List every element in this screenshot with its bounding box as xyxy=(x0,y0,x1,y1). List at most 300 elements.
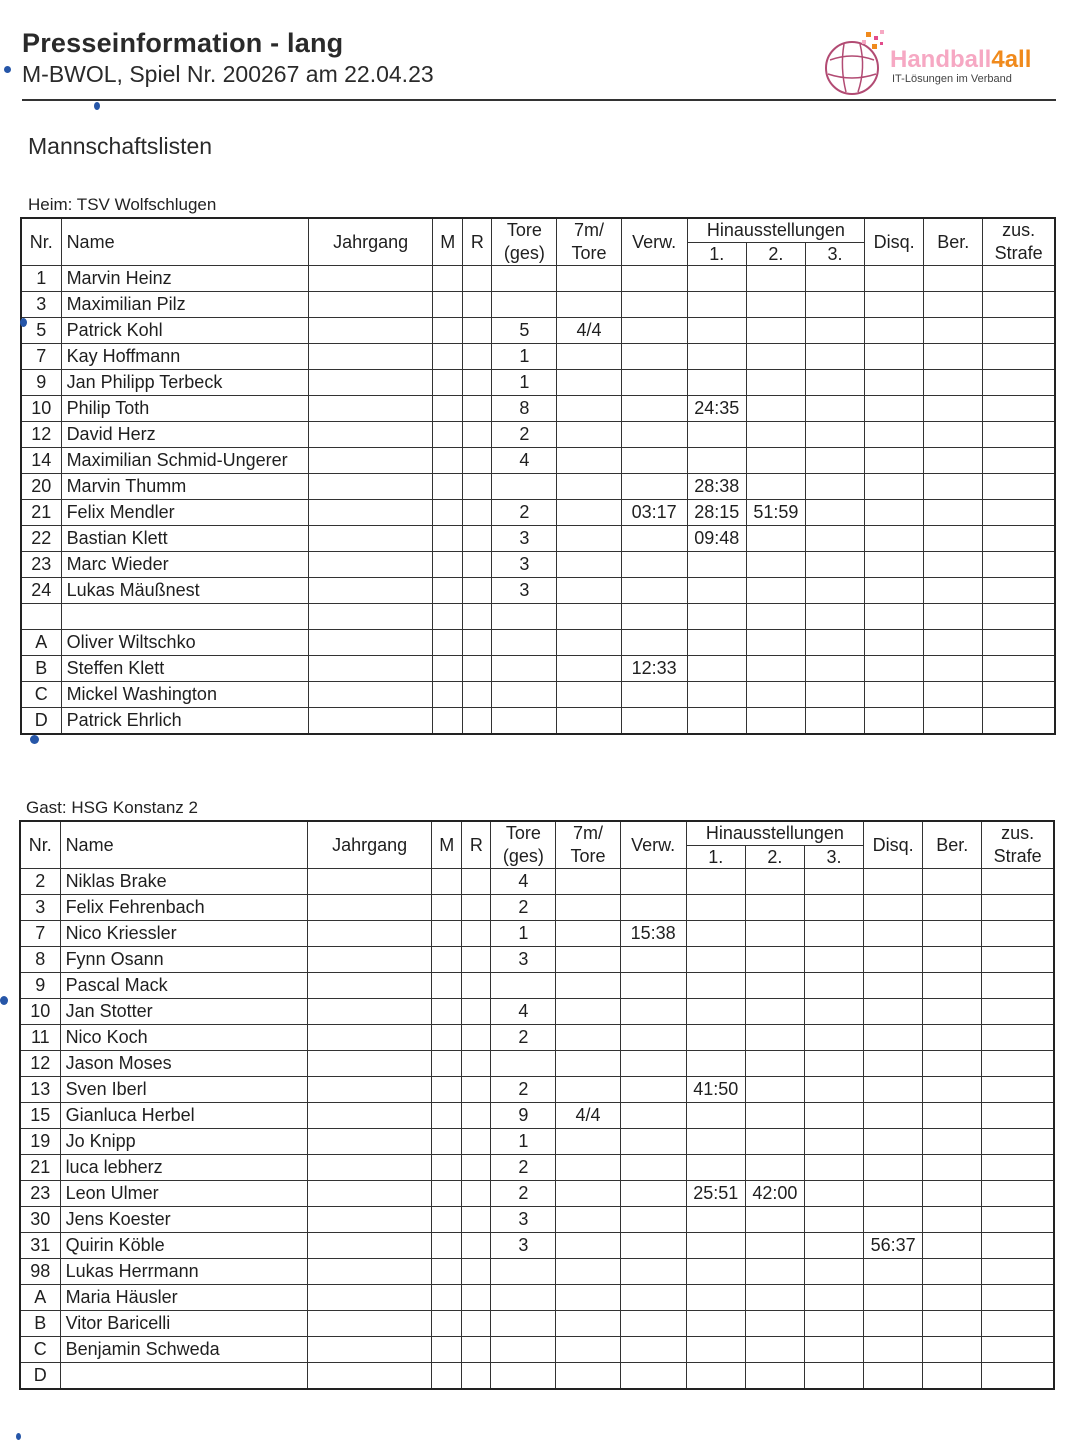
cell-m xyxy=(432,1129,462,1155)
cell-ber xyxy=(923,947,982,973)
cell-m xyxy=(432,1051,462,1077)
col-header-tore-line1: Tore xyxy=(505,823,541,843)
cell-m xyxy=(432,1207,462,1233)
cell-h3 xyxy=(804,1051,863,1077)
cell-name: Maximilian Schmid-Ungerer xyxy=(61,448,308,474)
cell-tore: 4 xyxy=(492,448,557,474)
cell-h3 xyxy=(805,656,864,682)
cell-tore xyxy=(492,708,557,735)
cell-m xyxy=(433,526,463,552)
cell-nr: 23 xyxy=(20,1181,60,1207)
cell-disq xyxy=(865,422,924,448)
col-header-zus-strafe-line2: Strafe xyxy=(993,846,1042,866)
cell-h2 xyxy=(745,1155,804,1181)
col-header-ber: Ber. xyxy=(923,821,982,869)
cell-disq xyxy=(864,1051,923,1077)
cell-h3 xyxy=(804,895,863,921)
cell-nr: 21 xyxy=(20,1155,60,1181)
cell-ber xyxy=(923,1181,982,1207)
cell-tore: 3 xyxy=(491,1233,556,1259)
cell-ber xyxy=(923,869,982,895)
col-header-hinaus-1: 1. xyxy=(687,242,746,266)
cell-r xyxy=(462,1077,491,1103)
cell-tore: 2 xyxy=(491,1025,556,1051)
cell-ber xyxy=(924,448,983,474)
cell-tore xyxy=(492,656,557,682)
cell-h1 xyxy=(686,973,745,999)
cell-r xyxy=(462,1285,491,1311)
cell-ber xyxy=(924,708,983,735)
col-header-disq: Disq. xyxy=(865,218,924,266)
cell-verw xyxy=(621,552,687,578)
cell-disq xyxy=(864,869,923,895)
col-header-r: R xyxy=(463,218,492,266)
cell-siebenm xyxy=(556,1077,620,1103)
cell-nr: 11 xyxy=(20,1025,60,1051)
cell-r xyxy=(463,292,492,318)
cell-jahrgang xyxy=(308,1311,432,1337)
cell-m xyxy=(433,474,463,500)
col-header-m: M xyxy=(432,821,462,869)
cell-siebenm xyxy=(556,1233,620,1259)
player-row xyxy=(21,422,1055,448)
cell-disq xyxy=(865,526,924,552)
col-header-zus-strafe xyxy=(983,218,1055,266)
cell-h2 xyxy=(746,318,805,344)
cell-h1 xyxy=(687,370,746,396)
cell-ber xyxy=(924,526,983,552)
cell-h2 xyxy=(746,396,805,422)
cell-ber xyxy=(924,344,983,370)
cell-h3 xyxy=(804,1077,863,1103)
cell-ber xyxy=(924,474,983,500)
cell-h3 xyxy=(805,448,864,474)
cell-siebenm xyxy=(556,1337,620,1363)
cell-disq xyxy=(864,1155,923,1181)
cell-jahrgang xyxy=(308,1129,432,1155)
col-header-verw: Verw. xyxy=(620,821,686,869)
cell-nr: 5 xyxy=(21,318,61,344)
cell-h2 xyxy=(745,1025,804,1051)
col-header-name: Name xyxy=(61,218,308,266)
cell-siebenm xyxy=(557,630,621,656)
cell-name: Pascal Mack xyxy=(60,973,307,999)
cell-ber xyxy=(923,999,982,1025)
cell-jahrgang xyxy=(309,370,433,396)
cell-tore xyxy=(492,266,557,292)
cell-ber xyxy=(923,1259,982,1285)
player-row xyxy=(20,1285,1054,1311)
cell-nr: 10 xyxy=(21,396,61,422)
cell-nr xyxy=(21,604,61,630)
cell-zus xyxy=(982,869,1054,895)
cell-name: Patrick Ehrlich xyxy=(61,708,308,735)
cell-nr: 31 xyxy=(20,1233,60,1259)
cell-disq xyxy=(865,578,924,604)
col-header-7m-tore-line1: 7m/ xyxy=(574,220,605,240)
cell-m xyxy=(432,921,462,947)
header-divider xyxy=(22,99,1056,101)
cell-nr: B xyxy=(20,1311,60,1337)
cell-verw xyxy=(620,1207,686,1233)
cell-tore xyxy=(492,292,557,318)
cell-name: Fynn Osann xyxy=(60,947,307,973)
ink-spot xyxy=(94,102,100,110)
col-header-hinaus-2: 2. xyxy=(745,845,804,869)
cell-disq xyxy=(865,396,924,422)
cell-name: Vitor Baricelli xyxy=(60,1311,307,1337)
cell-jahrgang xyxy=(309,526,433,552)
cell-h2 xyxy=(745,1337,804,1363)
cell-h1 xyxy=(687,604,746,630)
cell-nr: B xyxy=(21,656,61,682)
cell-siebenm xyxy=(557,578,621,604)
cell-m xyxy=(432,1311,462,1337)
cell-h2 xyxy=(745,1103,804,1129)
cell-jahrgang xyxy=(309,630,433,656)
cell-name: Felix Fehrenbach xyxy=(60,895,307,921)
cell-jahrgang xyxy=(308,1337,432,1363)
cell-r xyxy=(463,578,492,604)
player-row xyxy=(20,1207,1054,1233)
cell-verw xyxy=(620,1077,686,1103)
cell-r xyxy=(463,474,492,500)
cell-m xyxy=(433,656,463,682)
cell-zus xyxy=(982,1285,1054,1311)
cell-verw xyxy=(621,370,687,396)
cell-ber xyxy=(924,422,983,448)
cell-jahrgang xyxy=(308,1025,432,1051)
cell-disq xyxy=(864,895,923,921)
cell-h3 xyxy=(804,1259,863,1285)
cell-h2 xyxy=(746,266,805,292)
cell-disq xyxy=(865,292,924,318)
cell-h1 xyxy=(686,921,745,947)
col-header-zus-strafe-line2: Strafe xyxy=(994,243,1043,263)
cell-verw xyxy=(620,895,686,921)
cell-h3 xyxy=(804,1337,863,1363)
cell-verw xyxy=(620,999,686,1025)
cell-jahrgang xyxy=(309,656,433,682)
cell-h1: 28:15 xyxy=(687,500,746,526)
col-header-hinausstellungen: Hinausstellungen xyxy=(686,821,863,845)
cell-m xyxy=(433,578,463,604)
player-row xyxy=(21,604,1055,630)
cell-h2 xyxy=(746,422,805,448)
cell-m xyxy=(433,552,463,578)
cell-jahrgang xyxy=(308,947,432,973)
cell-h1 xyxy=(686,1311,745,1337)
cell-nr: 1 xyxy=(21,266,61,292)
player-row xyxy=(21,318,1055,344)
cell-m xyxy=(432,999,462,1025)
cell-siebenm xyxy=(557,266,621,292)
cell-disq xyxy=(865,604,924,630)
cell-tore: 2 xyxy=(491,895,556,921)
cell-jahrgang xyxy=(308,921,432,947)
cell-r xyxy=(463,500,492,526)
cell-ber xyxy=(923,1285,982,1311)
cell-zus xyxy=(983,474,1055,500)
cell-r xyxy=(462,1051,491,1077)
cell-disq xyxy=(864,1025,923,1051)
cell-h2 xyxy=(745,1077,804,1103)
cell-name: Maximilian Pilz xyxy=(61,292,308,318)
col-header-nr: Nr. xyxy=(20,821,60,869)
cell-m xyxy=(432,973,462,999)
cell-m xyxy=(433,604,463,630)
cell-h1 xyxy=(686,1285,745,1311)
cell-verw xyxy=(620,973,686,999)
cell-disq xyxy=(864,1259,923,1285)
cell-verw xyxy=(620,1337,686,1363)
col-header-tore xyxy=(491,821,556,869)
cell-tore xyxy=(492,630,557,656)
col-header-ber: Ber. xyxy=(924,218,983,266)
cell-name: Bastian Klett xyxy=(61,526,308,552)
cell-tore: 3 xyxy=(492,578,557,604)
cell-nr: C xyxy=(21,682,61,708)
cell-nr: 20 xyxy=(21,474,61,500)
col-header-hinausstellungen: Hinausstellungen xyxy=(687,218,864,242)
col-header-7m-tore-line2: Tore xyxy=(571,243,607,263)
cell-name: Niklas Brake xyxy=(60,869,307,895)
cell-m xyxy=(432,1259,462,1285)
cell-disq xyxy=(864,999,923,1025)
cell-tore xyxy=(491,973,556,999)
cell-siebenm xyxy=(557,474,621,500)
cell-h3 xyxy=(804,973,863,999)
cell-tore xyxy=(491,1259,556,1285)
cell-r xyxy=(462,1129,491,1155)
cell-jahrgang xyxy=(308,1077,432,1103)
cell-verw: 03:17 xyxy=(621,500,687,526)
cell-name: Felix Mendler xyxy=(61,500,308,526)
cell-ber xyxy=(923,921,982,947)
cell-verw: 15:38 xyxy=(620,921,686,947)
cell-nr: 7 xyxy=(21,344,61,370)
player-row xyxy=(20,869,1054,895)
cell-nr: 19 xyxy=(20,1129,60,1155)
cell-h2 xyxy=(745,947,804,973)
cell-zus xyxy=(982,1207,1054,1233)
cell-h1 xyxy=(687,266,746,292)
cell-verw xyxy=(621,526,687,552)
player-row xyxy=(21,370,1055,396)
col-header-7m-tore xyxy=(556,821,620,869)
cell-tore xyxy=(492,604,557,630)
cell-h1 xyxy=(686,999,745,1025)
cell-tore: 4 xyxy=(491,869,556,895)
cell-nr: 22 xyxy=(21,526,61,552)
cell-ber xyxy=(923,895,982,921)
col-header-jahrgang: Jahrgang xyxy=(309,218,433,266)
cell-name: David Herz xyxy=(61,422,308,448)
cell-nr: 15 xyxy=(20,1103,60,1129)
cell-nr: A xyxy=(21,630,61,656)
cell-zus xyxy=(983,318,1055,344)
cell-name: Sven Iberl xyxy=(60,1077,307,1103)
cell-tore: 2 xyxy=(491,1077,556,1103)
cell-zus xyxy=(983,448,1055,474)
cell-m xyxy=(433,630,463,656)
cell-m xyxy=(433,370,463,396)
cell-verw xyxy=(621,604,687,630)
col-header-tore-line2: (ges) xyxy=(503,243,545,263)
cell-verw xyxy=(620,1181,686,1207)
cell-m xyxy=(432,1103,462,1129)
cell-name: Lukas Mäußnest xyxy=(61,578,308,604)
cell-siebenm xyxy=(556,1207,620,1233)
cell-name: Steffen Klett xyxy=(61,656,308,682)
col-header-nr: Nr. xyxy=(21,218,61,266)
cell-m xyxy=(433,500,463,526)
cell-siebenm xyxy=(557,344,621,370)
cell-name: Nico Kriessler xyxy=(60,921,307,947)
cell-m xyxy=(432,1337,462,1363)
cell-h2 xyxy=(745,1207,804,1233)
cell-h2 xyxy=(746,344,805,370)
cell-h1 xyxy=(687,682,746,708)
ink-spot xyxy=(0,996,8,1005)
cell-tore xyxy=(491,1311,556,1337)
cell-nr: D xyxy=(21,708,61,735)
cell-jahrgang xyxy=(309,578,433,604)
cell-h1 xyxy=(686,869,745,895)
cell-r xyxy=(462,1155,491,1181)
col-header-zus-strafe-line1: zus. xyxy=(1001,823,1035,843)
cell-tore: 3 xyxy=(491,947,556,973)
cell-zus xyxy=(982,1259,1054,1285)
cell-r xyxy=(463,708,492,735)
logo-wordmark xyxy=(890,46,1031,74)
cell-zus xyxy=(983,630,1055,656)
cell-r xyxy=(463,344,492,370)
cell-r xyxy=(463,448,492,474)
cell-tore: 2 xyxy=(491,1181,556,1207)
cell-ber xyxy=(923,1155,982,1181)
cell-tore: 2 xyxy=(492,422,557,448)
cell-nr: 23 xyxy=(21,552,61,578)
cell-nr: 8 xyxy=(20,947,60,973)
cell-ber xyxy=(924,370,983,396)
match-subtitle: M-BWOL, Spiel Nr. 200267 am 22.04.23 xyxy=(22,61,434,87)
col-header-hinaus-1: 1. xyxy=(686,845,745,869)
cell-m xyxy=(432,1285,462,1311)
cell-zus xyxy=(983,578,1055,604)
cell-disq xyxy=(865,552,924,578)
player-row xyxy=(21,344,1055,370)
cell-zus xyxy=(983,656,1055,682)
cell-r xyxy=(462,1363,491,1390)
cell-tore xyxy=(492,474,557,500)
cell-nr: 12 xyxy=(21,422,61,448)
cell-nr: D xyxy=(20,1363,60,1390)
cell-name: Marvin Thumm xyxy=(61,474,308,500)
cell-siebenm xyxy=(557,396,621,422)
cell-zus xyxy=(982,973,1054,999)
cell-verw xyxy=(620,1025,686,1051)
cell-h2 xyxy=(746,474,805,500)
cell-r xyxy=(463,630,492,656)
cell-h3 xyxy=(804,1285,863,1311)
cell-h1 xyxy=(686,1025,745,1051)
cell-verw xyxy=(620,1103,686,1129)
cell-h2 xyxy=(745,895,804,921)
cell-nr: C xyxy=(20,1337,60,1363)
cell-siebenm xyxy=(556,1285,620,1311)
player-row xyxy=(21,448,1055,474)
col-header-name: Name xyxy=(60,821,307,869)
cell-zus xyxy=(982,947,1054,973)
cell-tore: 4 xyxy=(491,999,556,1025)
cell-ber xyxy=(924,604,983,630)
cell-disq xyxy=(864,1311,923,1337)
logo-word-4all: 4all xyxy=(991,46,1032,73)
cell-ber xyxy=(924,682,983,708)
cell-nr: 3 xyxy=(20,895,60,921)
cell-verw xyxy=(620,869,686,895)
cell-h2 xyxy=(746,292,805,318)
cell-zus xyxy=(982,921,1054,947)
cell-jahrgang xyxy=(309,422,433,448)
cell-h2 xyxy=(745,999,804,1025)
cell-r xyxy=(463,318,492,344)
cell-tore: 2 xyxy=(491,1155,556,1181)
player-row xyxy=(21,656,1055,682)
cell-siebenm xyxy=(556,921,620,947)
cell-h1: 28:38 xyxy=(687,474,746,500)
section-title: Mannschaftslisten xyxy=(28,133,213,159)
cell-ber xyxy=(923,1051,982,1077)
cell-jahrgang xyxy=(309,708,433,735)
cell-h1 xyxy=(687,630,746,656)
cell-r xyxy=(463,552,492,578)
cell-verw xyxy=(621,318,687,344)
cell-verw xyxy=(620,1051,686,1077)
cell-h2 xyxy=(746,630,805,656)
cell-m xyxy=(433,318,463,344)
cell-jahrgang xyxy=(309,552,433,578)
cell-h1 xyxy=(686,1207,745,1233)
cell-tore: 3 xyxy=(492,552,557,578)
cell-h2 xyxy=(745,869,804,895)
cell-nr: 21 xyxy=(21,500,61,526)
cell-disq xyxy=(865,266,924,292)
cell-nr: 9 xyxy=(21,370,61,396)
cell-h3 xyxy=(804,1181,863,1207)
player-row xyxy=(20,1233,1054,1259)
cell-tore xyxy=(491,1337,556,1363)
cell-ber xyxy=(923,1103,982,1129)
player-row xyxy=(21,292,1055,318)
cell-tore: 1 xyxy=(492,370,557,396)
cell-m xyxy=(433,266,463,292)
cell-verw xyxy=(621,266,687,292)
cell-nr: 30 xyxy=(20,1207,60,1233)
cell-jahrgang xyxy=(308,1259,432,1285)
cell-disq xyxy=(864,1181,923,1207)
cell-h1 xyxy=(687,292,746,318)
cell-h1: 09:48 xyxy=(687,526,746,552)
col-header-zus-strafe xyxy=(982,821,1054,869)
cell-r xyxy=(462,1181,491,1207)
player-row xyxy=(21,500,1055,526)
col-header-tore xyxy=(492,218,557,266)
cell-ber xyxy=(924,318,983,344)
player-row xyxy=(21,578,1055,604)
cell-disq xyxy=(865,630,924,656)
